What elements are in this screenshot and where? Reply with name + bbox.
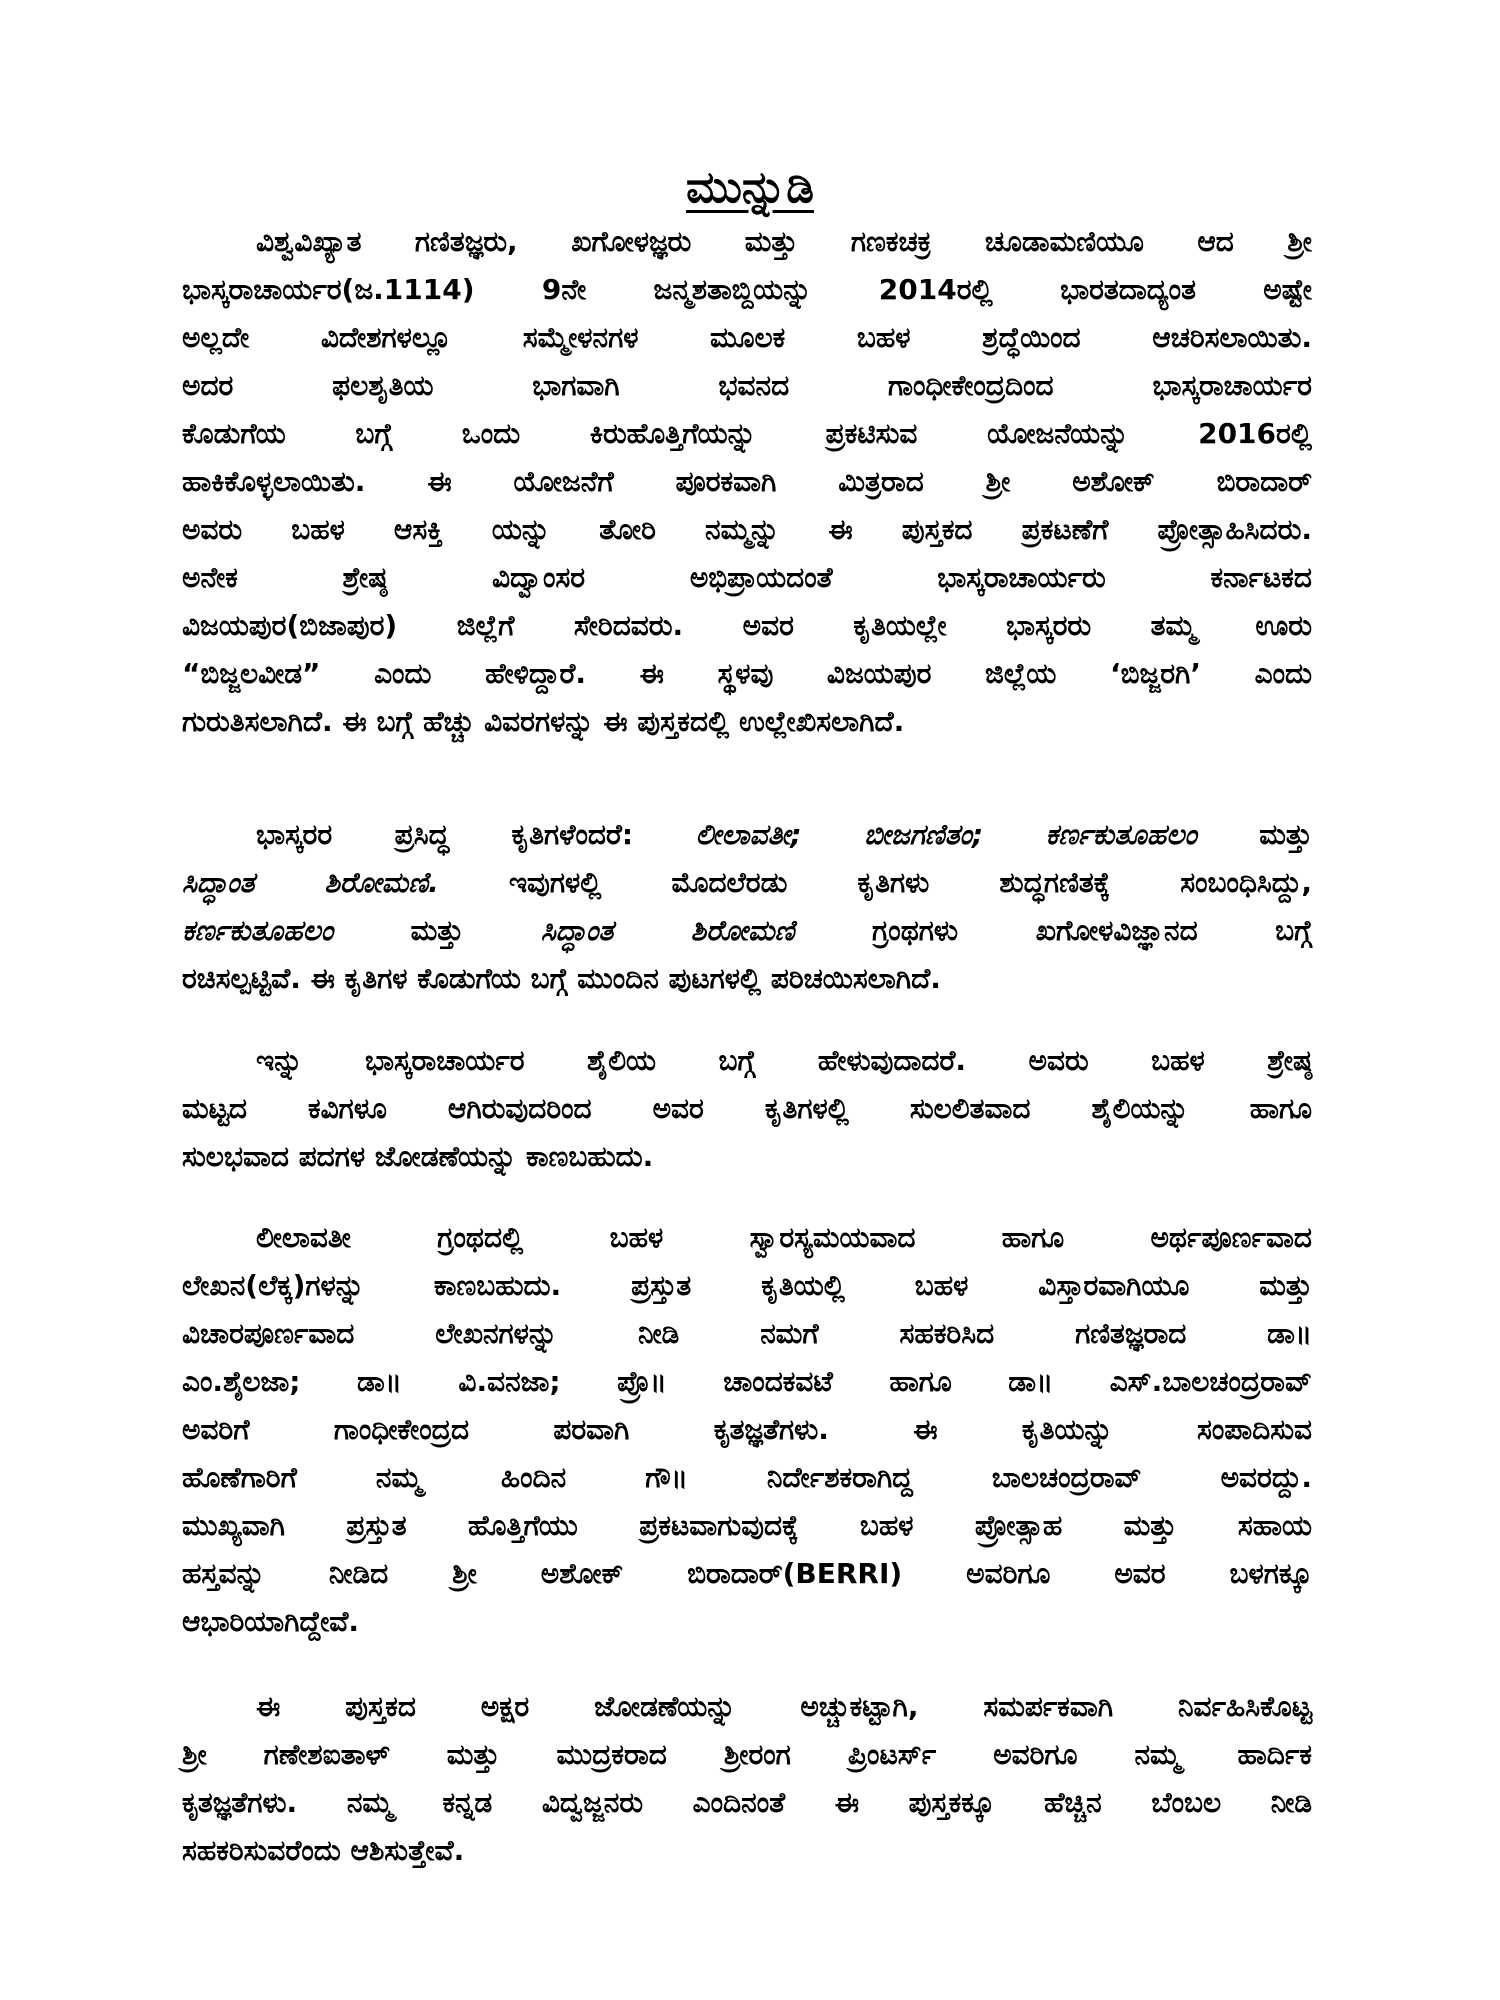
paragraph-1: [182, 218, 1312, 746]
paragraph-2: [182, 811, 1312, 1003]
text-line: ಹೊಣೆಗಾರಿಗೆ ನಮ್ಮ ಹಿಂದಿನ ಗೌ॥ ನಿರ್ದೇಶಕರಾಗಿದ್ದ ಬಾಲಚಂದ್ರರಾವ್ ಅವರದ್ದು.: [182, 1461, 1312, 1494]
page-title-text: ಮುನ್ನುಡಿ: [686, 162, 814, 213]
text-line: [182, 811, 1312, 859]
text-line: ವಿಜಯಪುರ(ಬಿಜಾಪುರ) ಜಿಲ್ಲೆಗೆ ಸೇರಿದವರು. ಅವರ ಕೃತಿಯಲ್ಲೇ ಭಾಸ್ಕರರು ತಮ್ಮ ಊರು: [182, 609, 1312, 642]
text-line: ಕೃತಜ್ಞತೆಗಳು. ನಮ್ಮ ಕನ್ನಡ ವಿದ್ವಜ್ಜನರು ಎಂದಿನಂತೆ ಈ ಪುಸ್ತಕಕ್ಕೂ ಹೆಚ್ಚಿನ ಬೆಂಬಲ ನೀಡಿ: [182, 1786, 1312, 1819]
text-line: ವಿಚಾರಪೂರ್ಣವಾದ ಲೇಖನಗಳನ್ನು ನೀಡಿ ನಮಗೆ ಸಹಕರಿಸಿದ ಗಣಿತಜ್ಞರಾದ ಡಾ॥: [182, 1317, 1312, 1350]
text-line: ಹಸ್ತವನ್ನು ನೀಡಿದ ಶ್ರೀ ಅಶೋಕ್ ಬಿರಾದಾರ್(BERRI) ಅವರಿಗೂ ಅವರ ಬಳಗಕ್ಕೂ: [182, 1557, 1312, 1590]
book-title: ಕರ್ಣಕುತೂಹಲಂ: [182, 914, 334, 947]
text-line: “ಬಿಜ್ಜಲವೀಡ” ಎಂದು ಹೇಳಿದ್ದಾರೆ. ಈ ಸ್ಥಳವು ವಿಜಯಪುರ ಜಿಲ್ಲೆಯ ‘ಬಿಜ್ಜರಗಿ’ ಎಂದು: [182, 657, 1312, 690]
text-line: ಹಾಕಿಕೊಳ್ಳಲಾಯಿತು. ಈ ಯೋಜನೆಗೆ ಪೂರಕವಾಗಿ ಮಿತ್ರರಾದ ಶ್ರೀ ಅಶೋಕ್ ಬಿರಾದಾರ್: [182, 465, 1312, 498]
text-line: ಗುರುತಿಸಲಾಗಿದೆ. ಈ ಬಗ್ಗೆ ಹೆಚ್ಚು ವಿವರಗಳನ್ನು ಈ ಪುಸ್ತಕದಲ್ಲಿ ಉಲ್ಲೇಖಿಸಲಾಗಿದೆ.: [182, 705, 905, 738]
book-title: ಸಿದ್ಧಾಂತ ಶಿರೋಮಣಿ: [540, 914, 795, 947]
text-line: ಅವರು ಬಹಳ ಆಸಕ್ತಿ ಯನ್ನು ತೋರಿ ನಮ್ಮನ್ನು ಈ ಪುಸ್ತಕದ ಪ್ರಕಟಣೆಗೆ ಪ್ರೋತ್ಸಾಹಿಸಿದರು.: [182, 513, 1312, 546]
text-line: ಲೇಖನ(ಲೆಕ್ಕ)ಗಳನ್ನು ಕಾಣಬಹುದು. ಪ್ರಸ್ತುತ ಕೃತಿಯಲ್ಲಿ ಬಹಳ ವಿಸ್ತಾರವಾಗಿಯೂ ಮತ್ತು: [182, 1269, 1312, 1302]
text-line: [182, 907, 1312, 955]
text-run: ಗ್ರಂಥಗಳು ಖಗೋಳವಿಜ್ಞಾನದ ಬಗ್ಗೆ: [794, 914, 1312, 947]
paragraph-5: [182, 1683, 1312, 1875]
text-line: [182, 859, 1312, 907]
text-line: ಸುಲಭವಾದ ಪದಗಳ ಜೋಡಣೆಯನ್ನು ಕಾಣಬಹುದು.: [182, 1140, 654, 1173]
text-line: ಮಟ್ಟದ ಕವಿಗಳೂ ಆಗಿರುವುದರಿಂದ ಅವರ ಕೃತಿಗಳಲ್ಲಿ ಸುಲಲಿತವಾದ ಶೈಲಿಯನ್ನು ಹಾಗೂ: [182, 1092, 1312, 1125]
text-line: ಭಾಸ್ಕರಾಚಾರ್ಯರ(ಜ.1114) 9ನೇ ಜನ್ಮಶತಾಬ್ದಿಯನ್ನು 2014ರಲ್ಲಿ ಭಾರತದಾದ್ಯಂತ ಅಷ್ಟೇ: [182, 273, 1312, 306]
text-run: ಮತ್ತು: [1196, 818, 1312, 851]
text-line: ಎಂ.ಶೈಲಜಾ; ಡಾ॥ ವಿ.ವನಜಾ; ಪ್ರೊ॥ ಚಾಂದಕವಟೆ ಹಾಗೂ ಡಾ॥ ಎಸ್.ಬಾಲಚಂದ್ರರಾವ್: [182, 1365, 1312, 1398]
text-line: ಸಹಕರಿಸುವರೆಂದು ಆಶಿಸುತ್ತೇವೆ.: [182, 1834, 465, 1867]
text-line: ಶ್ರೀ ಗಣೇಶಐತಾಳ್ ಮತ್ತು ಮುದ್ರಕರಾದ ಶ್ರೀರಂಗ ಪ್ರಿಂಟರ್ಸ್ ಅವರಿಗೂ ನಮ್ಮ ಹಾರ್ದಿಕ: [182, 1738, 1312, 1771]
text-line: ಈ ಪುಸ್ತಕದ ಅಕ್ಷರ ಜೋಡಣೆಯನ್ನು ಅಚ್ಚುಕಟ್ಟಾಗಿ, ಸಮರ್ಪಕವಾಗಿ ನಿರ್ವಹಿಸಿಕೊಟ್ಟ: [256, 1690, 1312, 1723]
text-line: ಕೊಡುಗೆಯ ಬಗ್ಗೆ ಒಂದು ಕಿರುಹೊತ್ತಿಗೆಯನ್ನು ಪ್ರಕಟಿಸುವ ಯೋಜನೆಯನ್ನು 2016ರಲ್ಲಿ: [182, 417, 1312, 450]
text-line: ಅದರ ಫಲಶೃತಿಯ ಭಾಗವಾಗಿ ಭವನದ ಗಾಂಧೀಕೇಂದ್ರದಿಂದ ಭಾಸ್ಕರಾಚಾರ್ಯರ: [182, 369, 1312, 402]
text-run: ಇವುಗಳಲ್ಲಿ ಮೊದಲೆರಡು ಕೃತಿಗಳು ಶುದ್ಧಗಣಿತಕ್ಕೆ ಸಂಬಂಧಿಸಿದ್ದು,: [438, 866, 1312, 899]
text-line: ರಚಿಸಲ್ಪಟ್ಟಿವೆ. ಈ ಕೃತಿಗಳ ಕೊಡುಗೆಯ ಬಗ್ಗೆ ಮುಂದಿನ ಪುಟಗಳಲ್ಲಿ ಪರಿಚಯಿಸಲಾಗಿದೆ.: [182, 962, 941, 995]
book-titles: ಲೀಲಾವತೀ; ಬೀಜಗಣಿತಂ; ಕರ್ಣಕುತೂಹಲಂ: [695, 818, 1197, 851]
text-line: ಲೀಲಾವತೀ ಗ್ರಂಥದಲ್ಲಿ ಬಹಳ ಸ್ವಾರಸ್ಯಮಯವಾದ ಹಾಗೂ ಅರ್ಥಪೂರ್ಣವಾದ: [256, 1221, 1312, 1254]
text-line: ವಿಶ್ವವಿಖ್ಯಾತ ಗಣಿತಜ್ಞರು, ಖಗೋಳಜ್ಞರು ಮತ್ತು ಗಣಕಚಕ್ರ ಚೂಡಾಮಣಿಯೂ ಆದ ಶ್ರೀ: [256, 225, 1312, 258]
text-line: ಅವರಿಗೆ ಗಾಂಧೀಕೇಂದ್ರದ ಪರವಾಗಿ ಕೃತಜ್ಞತೆಗಳು. ಈ ಕೃತಿಯನ್ನು ಸಂಪಾದಿಸುವ: [182, 1413, 1312, 1446]
text-run: ಮತ್ತು: [333, 914, 541, 947]
book-title: ಸಿದ್ಧಾಂತ ಶಿರೋಮಣಿ.: [182, 866, 439, 899]
page-title: [0, 158, 1500, 218]
paragraph-4: [182, 1214, 1312, 1646]
text-run: ಭಾಸ್ಕರರ ಪ್ರಸಿದ್ಧ ಕೃತಿಗಳೆಂದರೆ:: [256, 818, 696, 851]
text-line: ಆಭಾರಿಯಾಗಿದ್ದೇವೆ.: [182, 1605, 360, 1638]
text-line: ಇನ್ನು ಭಾಸ್ಕರಾಚಾರ್ಯರ ಶೈಲಿಯ ಬಗ್ಗೆ ಹೇಳುವುದಾದರೆ. ಅವರು ಬಹಳ ಶ್ರೇಷ್ಠ: [256, 1044, 1312, 1077]
text-line: ಅಲ್ಲದೇ ವಿದೇಶಗಳಲ್ಲೂ ಸಮ್ಮೇಳನಗಳ ಮೂಲಕ ಬಹಳ ಶ್ರದ್ಧೆಯಿಂದ ಆಚರಿಸಲಾಯಿತು.: [182, 321, 1312, 354]
text-line: ಅನೇಕ ಶ್ರೇಷ್ಠ ವಿದ್ವಾಂಸರ ಅಭಿಪ್ರಾಯದಂತೆ ಭಾಸ್ಕರಾಚಾರ್ಯರು ಕರ್ನಾಟಕದ: [182, 561, 1312, 594]
paragraph-3: [182, 1037, 1312, 1181]
text-line: ಮುಖ್ಯವಾಗಿ ಪ್ರಸ್ತುತ ಹೊತ್ತಿಗೆಯು ಪ್ರಕಟವಾಗುವುದಕ್ಕೆ ಬಹಳ ಪ್ರೋತ್ಸಾಹ ಮತ್ತು ಸಹಾಯ: [182, 1509, 1312, 1542]
